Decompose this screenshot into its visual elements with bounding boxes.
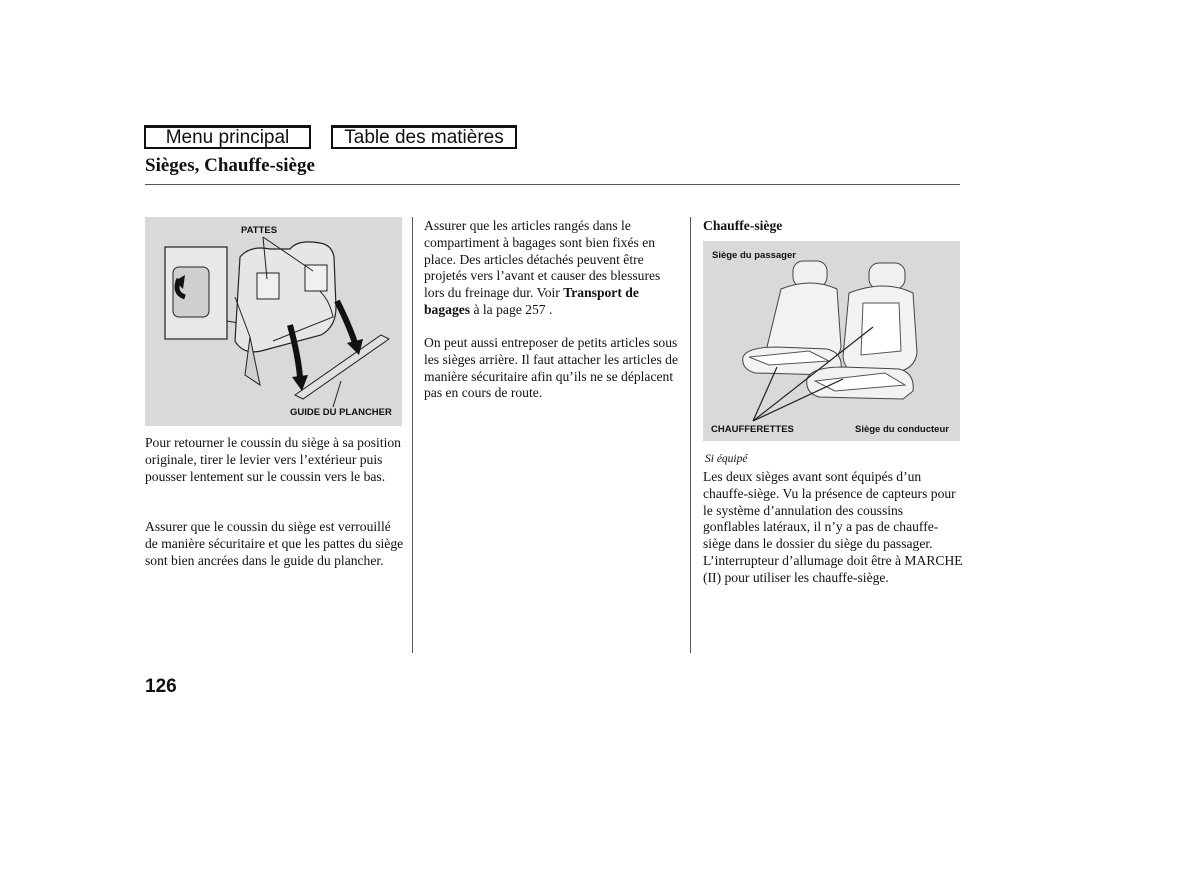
seat-heater-heading: Chauffe-siège (703, 218, 783, 233)
cargo-link[interactable]: Transport de bagages (424, 285, 639, 317)
page-title: Sièges, Chauffe-siège (145, 155, 315, 176)
rear-seat-illustration (145, 217, 402, 426)
front-seats-drawing (703, 241, 960, 441)
paragraph-seat-heaters: Les deux sièges avant sont équipés d’un chauffe-siège. Vu la présence de capteurs pour le système d’annulation des coussins gonflables latéraux, il n’y a pas de chauffe-siège dans le dossier du siège du passager. L’interrupteur d’allumage doit être à MARCHE (II) pour utiliser les chauffe-siège. (703, 469, 963, 585)
paragraph-return-cushion: Pour retourner le coussin du siège à sa position originale, tirer le levier vers l’extérieur puis pousser lentement sur le coussin vers le bas. (145, 435, 401, 484)
figure-label-driver-seat: Siège du conducteur (855, 424, 949, 435)
if-equipped-note: Si équipé (705, 453, 748, 465)
front-seats-illustration (703, 241, 960, 441)
cargo-text-end: à la page 257 . (470, 301, 553, 317)
cargo-text-start: Assurer que les articles rangés dans le compartiment à bagages sont bien fixés en place. Des articles détachés peuvent être projetés vers l’avant et causer des blessures lors du freinage dur. Voir (424, 218, 661, 301)
paragraph-cargo-secure (424, 218, 679, 319)
figure-label-tabs: PATTES (241, 225, 278, 236)
main-menu-button[interactable]: Menu principal (144, 125, 311, 149)
figure-label-floor-guide: GUIDE DU PLANCHER (290, 407, 392, 418)
figure-label-passenger-seat: Siège du passager (712, 250, 796, 261)
column-divider-right (690, 217, 691, 653)
header-divider (145, 184, 960, 185)
table-of-contents-button[interactable]: Table des matières (331, 125, 517, 149)
paragraph-under-seat-storage: On peut aussi entreposer de petits articles sous les sièges arrière. Il faut attacher les articles de manière sécuritaire afin qu’ils ne se déplacent pas en cours de route. (424, 335, 678, 401)
figure-label-heaters: CHAUFFERETTES (711, 424, 794, 435)
page-number: 126 (145, 676, 177, 697)
paragraph-cushion-locked: Assurer que le coussin du siège est verrouillé de manière sécuritaire et que les pattes du siège sont bien ancrées dans le guide du plancher. (145, 519, 404, 568)
column-divider-left (412, 217, 413, 653)
rear-seat-drawing (145, 217, 402, 426)
